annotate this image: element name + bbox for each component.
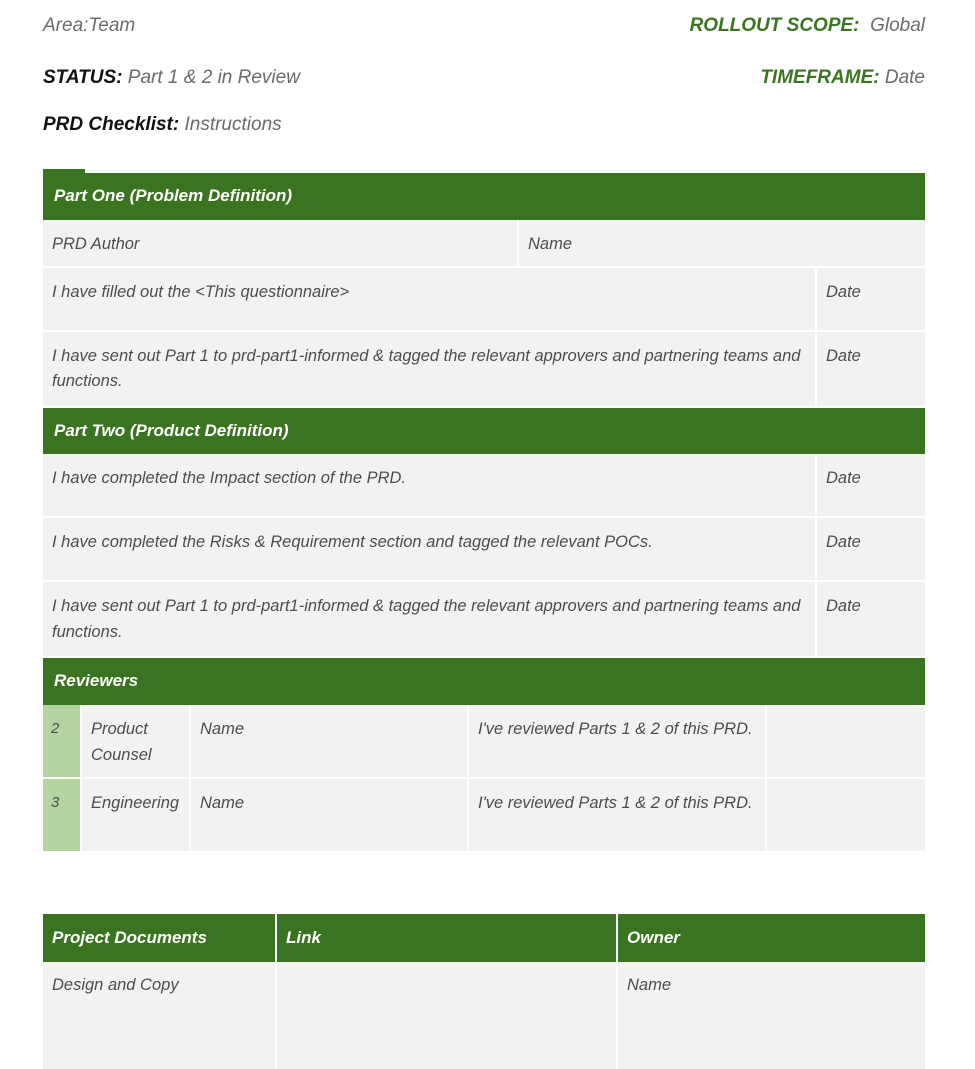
checklist-date-cell[interactable]: Date <box>817 454 925 518</box>
area-team-field <box>43 15 135 37</box>
prd-checklist-label: PRD Checklist: <box>43 114 180 135</box>
status-field <box>43 67 300 89</box>
section-header-part-two: Part Two (Product Definition) <box>43 408 925 455</box>
reviewer-confirmation-cell: I've reviewed Parts 1 & 2 of this PRD. <box>469 705 767 779</box>
status-value: Part 1 & 2 in Review <box>127 67 300 88</box>
prd-checklist-field <box>43 114 282 136</box>
section-header-part-one: Part One (Problem Definition) <box>43 173 925 220</box>
reviewer-role-cell: Engineering <box>82 779 191 853</box>
table-row <box>43 779 925 853</box>
timeframe-value: Date <box>884 67 925 88</box>
checklist-task-cell: I have sent out Part 1 to prd-part1-informed & tagged the relevant approvers and partnering teams and functions. <box>43 332 817 408</box>
header-row-status-timeframe <box>43 52 925 104</box>
area-team-label: Area:Team <box>43 15 136 36</box>
table-row <box>43 705 925 779</box>
document-header <box>0 0 975 146</box>
table-row <box>43 220 925 268</box>
document-owner-cell[interactable]: Name <box>618 962 925 1069</box>
section-header-reviewers: Reviewers <box>43 658 925 705</box>
rollout-scope-value: Global <box>870 15 925 36</box>
reviewer-number-cell: 3 <box>43 779 82 853</box>
rollout-scope-label: ROLLOUT SCOPE: <box>689 15 860 36</box>
checklist-date-cell[interactable]: Date <box>817 582 925 658</box>
timeframe-label: TIMEFRAME: <box>760 67 880 88</box>
checklist-date-cell[interactable]: Date <box>817 332 925 408</box>
checklist-date-cell[interactable]: Date <box>817 268 925 332</box>
header-row-prd-checklist <box>43 104 925 146</box>
checklist-date-cell[interactable]: Date <box>817 518 925 582</box>
checklist-task-cell: I have completed the Risks & Requirement section and tagged the relevant POCs. <box>43 518 817 582</box>
timeframe-field <box>760 67 925 89</box>
reviewer-name-cell[interactable]: Name <box>191 779 469 853</box>
reviewer-number-cell: 2 <box>43 705 82 779</box>
table-row <box>43 962 925 1069</box>
document-link-cell[interactable] <box>277 962 618 1069</box>
table-row <box>43 332 925 408</box>
section-tab-nub <box>43 169 85 177</box>
column-header-project-documents: Project Documents <box>43 914 277 962</box>
reviewer-role-cell: Product Counsel <box>82 705 191 779</box>
column-header-owner: Owner <box>618 914 925 962</box>
column-header-link: Link <box>277 914 618 962</box>
table-row <box>43 454 925 518</box>
prd-author-name-cell[interactable]: Name <box>519 220 925 268</box>
document-name-cell: Design and Copy <box>43 962 277 1069</box>
reviewer-name-cell[interactable]: Name <box>191 705 469 779</box>
prd-checklist-table <box>43 173 925 853</box>
table-row <box>43 518 925 582</box>
rollout-scope-field <box>690 15 925 37</box>
table-row <box>43 582 925 658</box>
checklist-task-cell: I have filled out the <This questionnaire> <box>43 268 817 332</box>
prd-checklist-value[interactable]: Instructions <box>184 114 282 135</box>
reviewer-extra-cell[interactable] <box>767 705 925 779</box>
prd-author-label-cell: PRD Author <box>43 220 519 268</box>
header-row-area-scope <box>43 0 925 52</box>
checklist-task-cell: I have sent out Part 1 to prd-part1-informed & tagged the relevant approvers and partnering teams and functions. <box>43 582 817 658</box>
checklist-task-cell: I have completed the Impact section of the PRD. <box>43 454 817 518</box>
project-documents-table <box>43 914 925 1069</box>
reviewer-confirmation-cell: I've reviewed Parts 1 & 2 of this PRD. <box>469 779 767 853</box>
project-documents-header-row <box>43 914 925 962</box>
status-label: STATUS: <box>43 67 123 88</box>
reviewer-extra-cell[interactable] <box>767 779 925 853</box>
table-row <box>43 268 925 332</box>
